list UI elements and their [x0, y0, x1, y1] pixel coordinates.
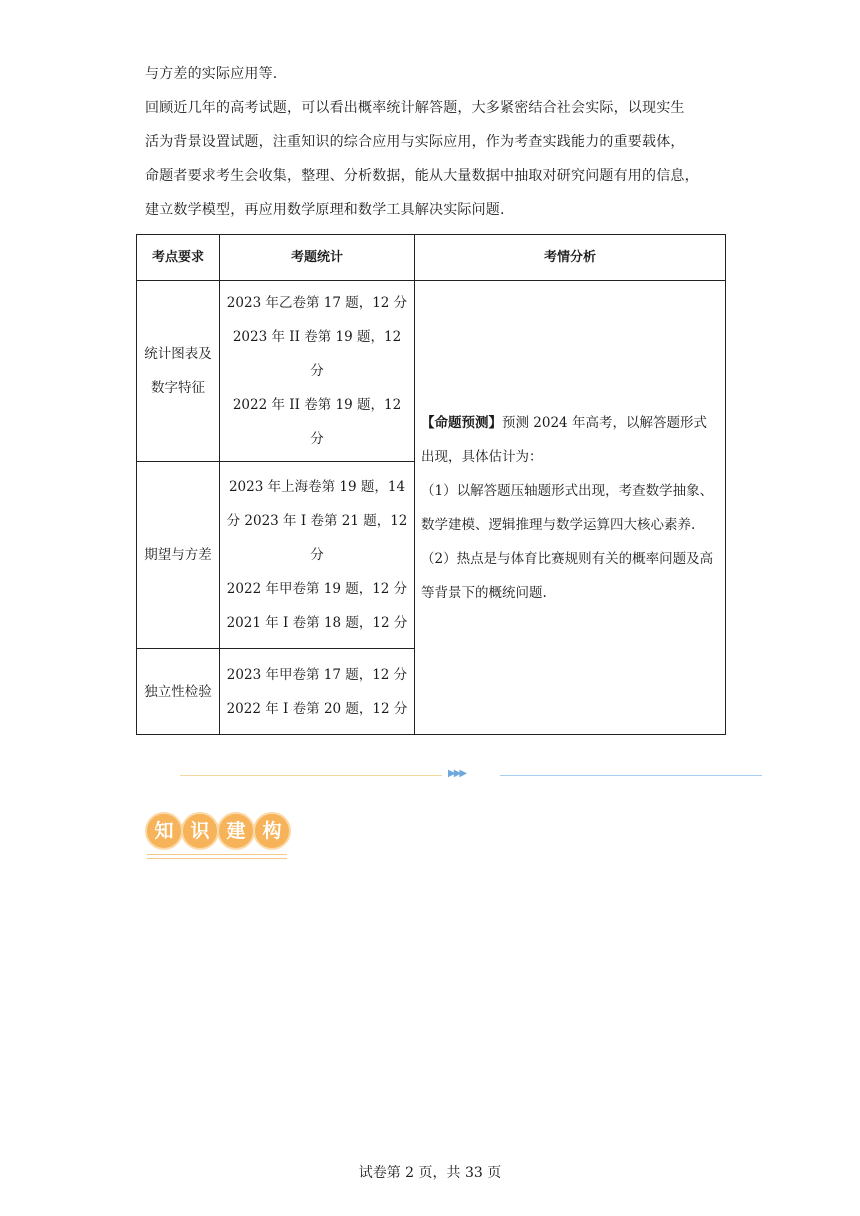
analysis-text: 预测 2024 年高考，以解答题形式出现，具体估计为： — [421, 414, 707, 465]
divider-line-left — [180, 775, 442, 776]
page-footer: 试卷第 2 页，共 33 页 — [358, 1165, 502, 1181]
analysis-text: （2）热点是与体育比赛规则有关的概率问题及高等背景下的概统问题. — [421, 550, 714, 601]
topic-cell: 独立性检验 — [137, 649, 220, 735]
stat-entry: 2023 年乙卷第 17 题，12 分 — [226, 295, 408, 311]
badge-char: 识 — [181, 812, 219, 850]
stat-entry: 2022 年甲卷第 19 题，12 分 — [226, 581, 408, 597]
badge-char: 建 — [217, 812, 255, 850]
topic-cell: 期望与方差 — [137, 462, 220, 649]
stats-cell — [220, 649, 415, 735]
section-badge-knowledge-structure — [145, 812, 290, 862]
stat-entry: 2022 年 I 卷第 20 题，12 分 — [226, 700, 408, 717]
stat-entry: 2023 年上海卷第 19 题，14 分 2023 年 I 卷第 21 题，12 分 — [226, 479, 408, 563]
stat-entry: 2022 年 II 卷第 19 题，12 分 — [232, 397, 402, 447]
intro-line: 建立数学模型，再应用数学原理和数学工具解决实际问题. — [145, 202, 505, 218]
analysis-cell — [415, 281, 726, 735]
section-divider — [180, 770, 762, 782]
stats-cell — [220, 281, 415, 462]
header-stats: 考题统计 — [220, 235, 415, 281]
stat-entry: 2021 年 I 卷第 18 题，12 分 — [226, 615, 408, 631]
stat-entry: 2023 年甲卷第 17 题，12 分 — [226, 666, 408, 683]
analysis-text: （1）以解答题压轴题形式出现，考查数学抽象、数学建模、逻辑推理与数学运算四大核心素养. — [421, 482, 714, 533]
divider-line-right — [500, 775, 762, 776]
table-header-row — [137, 235, 726, 281]
badge-underline — [147, 858, 287, 859]
exam-analysis-table — [136, 234, 726, 735]
badge-char: 构 — [253, 812, 291, 850]
intro-line: 活为背景设置试题，注重知识的综合应用与实际应用，作为考查实践能力的重要载体， — [145, 134, 685, 150]
intro-line: 命题者要求考生会收集，整理、分析数据，能从大量数据中抽取对研究问题有用的信息， — [145, 168, 699, 184]
stat-entry: 2023 年 II 卷第 19 题，12 分 — [232, 329, 402, 379]
header-analysis: 考情分析 — [415, 235, 726, 281]
intro-paragraph — [145, 57, 725, 227]
badge-char: 知 — [145, 812, 183, 850]
topic-cell: 统计图表及数字特征 — [137, 281, 220, 462]
intro-line: 与方差的实际应用等. — [145, 66, 278, 82]
badge-underline — [147, 854, 287, 855]
stats-cell — [220, 462, 415, 649]
analysis-lead: 【命题预测】 — [421, 414, 502, 431]
arrow-right-icon: ▶▶▶ — [448, 768, 466, 779]
header-topic: 考点要求 — [137, 235, 220, 281]
table-row — [137, 281, 726, 462]
intro-line: 回顾近几年的高考试题，可以看出概率统计解答题，大多紧密结合社会实际，以现实生 — [145, 100, 685, 116]
